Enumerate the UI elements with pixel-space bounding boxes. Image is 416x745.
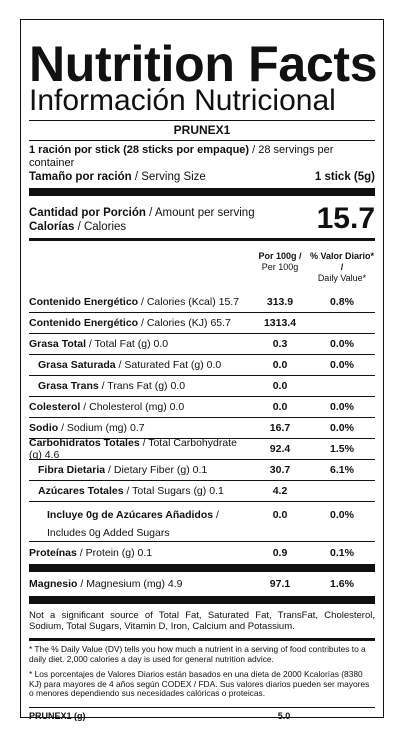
table-row: Proteínas / Protein (g) 0.1 0.9 0.1% [29, 547, 354, 559]
table-row: Colesterol / Cholesterol (mg) 0.0 0.0 0.0% [29, 397, 375, 418]
calories-value: 15.7 [316, 202, 375, 235]
footnotes [29, 641, 375, 707]
servings-per-container: 1 ración por stick (28 sticks por empaque) / 28 servings per container [29, 144, 334, 169]
label-title: Nutrition Facts [29, 36, 378, 92]
calories-block: Cantidad por Porción / Amount per serving Calorías / Calories 15.7 [29, 202, 375, 235]
table-row: Incluye 0g de Azúcares Añadidos / Includes 0g Added Sugars 0.0 0.0% [29, 502, 375, 542]
not-significant-note: Not a significant source of Total Fat, Saturated Fat, TransFat, Cholesterol, Sodium, Total Sugars, Vitamin D, Iron, Calcium and Potassium. [29, 610, 375, 632]
table-row: Grasa Saturada / Saturated Fat (g) 0.0 0.0 0.0% [29, 355, 375, 376]
table-row: Sodio / Sodium (mg) 0.7 16.7 0.0% [29, 418, 375, 439]
label-subtitle: Información Nutricional [29, 84, 336, 117]
table-row: Fibra Dietaria / Dietary Fiber (g) 0.1 30.7 6.1% [29, 460, 375, 481]
table-row: Grasa Trans / Trans Fat (g) 0.0 0.0 [29, 376, 375, 397]
table-row: Azúcares Totales / Total Sugars (g) 0.1 4.2 [29, 481, 375, 502]
table-row: Magnesio / Magnesium (mg) 4.9 97.1 1.6% [29, 578, 354, 590]
serving-size-value: 1 stick (5g) [314, 171, 375, 183]
nutrition-label [20, 19, 384, 721]
footnote-en: * The % Daily Value (DV) tells you how much a nutrient in a serving of food contributes to a daily diet. 2,000 calories a day is used for general nutrition advice. [29, 644, 366, 664]
table-row: Carbohidratos Totales / Total Carbohydrate (g) 4.6 92.4 1.5% [29, 439, 375, 460]
table-row: Contenido Energético / Calories (Kcal) 15.7 313.9 0.8% [29, 292, 375, 313]
product-name: PRUNEX1 [173, 123, 231, 137]
serving-size: Tamaño por ración / Serving Size 1 stick (5g) [29, 171, 375, 183]
column-header: Por 100g / Per 100g % Valor Diario* / Daily Value* [258, 251, 375, 283]
footnote-es: * Los porcentajes de Valores Diarios están basados en una dieta de 2000 Kcalorías (8380 KJ) para mayores de 4 años según CODEX / FDA. Sus valores diarios pueden ser mayores o menores dependiendo sus necesidades calóricas o proteicas. [29, 669, 370, 698]
table-row: Grasa Total / Total Fat (g) 0.0 0.3 0.0% [29, 334, 375, 355]
table-row: Contenido Energético / Calories (KJ) 65.7 1313.4 [29, 313, 375, 334]
bottom-row: PRUNEX1 (g) 5.0 [29, 710, 291, 721]
